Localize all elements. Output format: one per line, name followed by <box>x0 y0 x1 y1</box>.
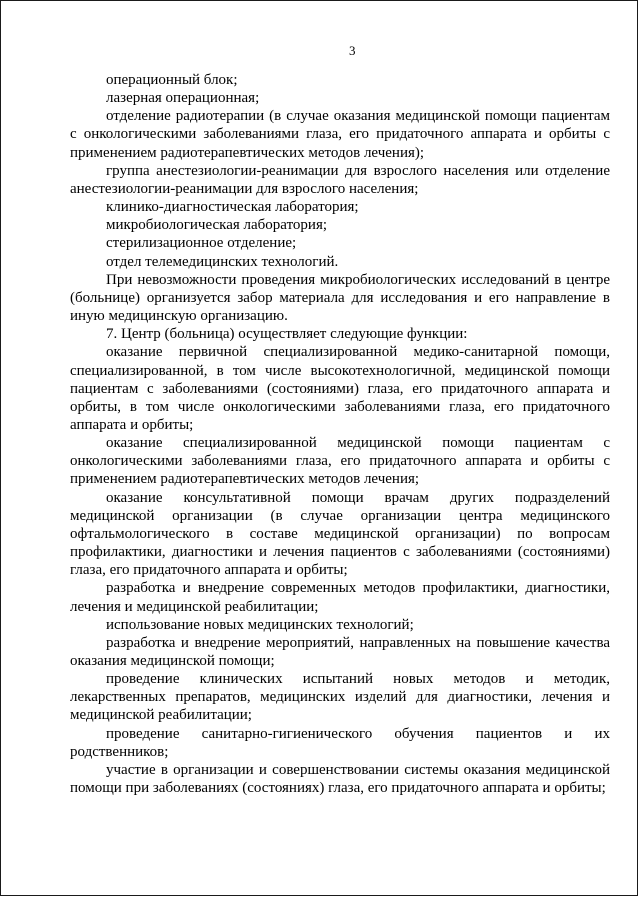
paragraph-function-methods-development: разработка и внедрение современных методов профилактики, диагностики, лечения и медицинской реабилитации; <box>70 580 610 615</box>
page-number: 3 <box>349 43 356 58</box>
paragraph-anesthesiology-group: группа анестезиологии-реанимации для взрослого населения или отделение анестезиологии-реанимации для взрослого населения; <box>70 162 610 197</box>
paragraph-function-quality-improvement: разработка и внедрение мероприятий, направленных на повышение качества оказания медицинской помощи; <box>70 634 610 669</box>
paragraph-sterilization-unit: стерилизационное отделение; <box>106 235 297 252</box>
paragraph-section-7-heading: 7. Центр (больница) осуществляет следующие функции: <box>106 326 468 343</box>
paragraph-function-patient-education: проведение санитарно-гигиенического обучения пациентов и их родственников; <box>70 725 610 760</box>
paragraph-function-new-technologies: использование новых медицинских технологий; <box>106 616 414 633</box>
paragraph-function-specialized-oncology: оказание специализированной медицинской помощи пациентам с онкологическими заболеваниями глаза, его придаточного аппарата и орбиты с применением радиотерапевтических методов лечения; <box>70 435 610 488</box>
paragraph-function-clinical-trials: проведение клинических испытаний новых методов и методик, лекарственных препаратов, медицинских изделий для диагностики, лечения и медицинской реабилитации; <box>70 671 610 724</box>
paragraph-radiotherapy-department: отделение радиотерапии (в случае оказания медицинской помощи пациентам с онкологическими заболеваниями глаза, его придаточного аппарата и орбиты с применением радиотерапевтических методов лечения); <box>70 108 610 161</box>
paragraph-function-care-system: участие в организации и совершенствовании системы оказания медицинской помощи при заболеваниях (состояниях) глаза, его придаточного аппарата и орбиты; <box>70 761 610 797</box>
paragraph-telemedicine-unit: отдел телемедицинских технологий. <box>106 253 339 270</box>
paragraph-function-primary-care: оказание первичной специализированной медико-санитарной помощи, специализированной, в том числе высокотехнологичной, медицинской помощи пациентам с заболеваниями (состояниями) глаза, его придаточного аппарата и орбиты, в том числе онкологическими заболеваниями глаза, его придаточного аппарата и орбиты; <box>70 344 610 433</box>
document-body <box>70 71 610 797</box>
paragraph-function-consultation: оказание консультативной помощи врачам других подразделений медицинской организации (в случае организации центра медицинского офтальмологического в составе медицинской организации) по вопросам профилактики, диагностики и лечения пациентов с заболеваниями (состояниями) глаза, его придаточного аппарата и орбиты; <box>70 489 610 579</box>
paragraph-laser-operating-room: лазерная операционная; <box>106 90 260 107</box>
paragraph-microbiology-sampling: При невозможности проведения микробиологических исследований в центре (больнице) организуется забор материала для исследования и его направление в иную медицинскую организацию. <box>70 271 610 325</box>
paragraph-microbiology-lab: микробиологическая лаборатория; <box>106 217 328 234</box>
paragraph-clinical-lab: клинико-диагностическая лаборатория; <box>106 199 359 216</box>
paragraph-operating-unit: операционный блок; <box>106 72 238 88</box>
